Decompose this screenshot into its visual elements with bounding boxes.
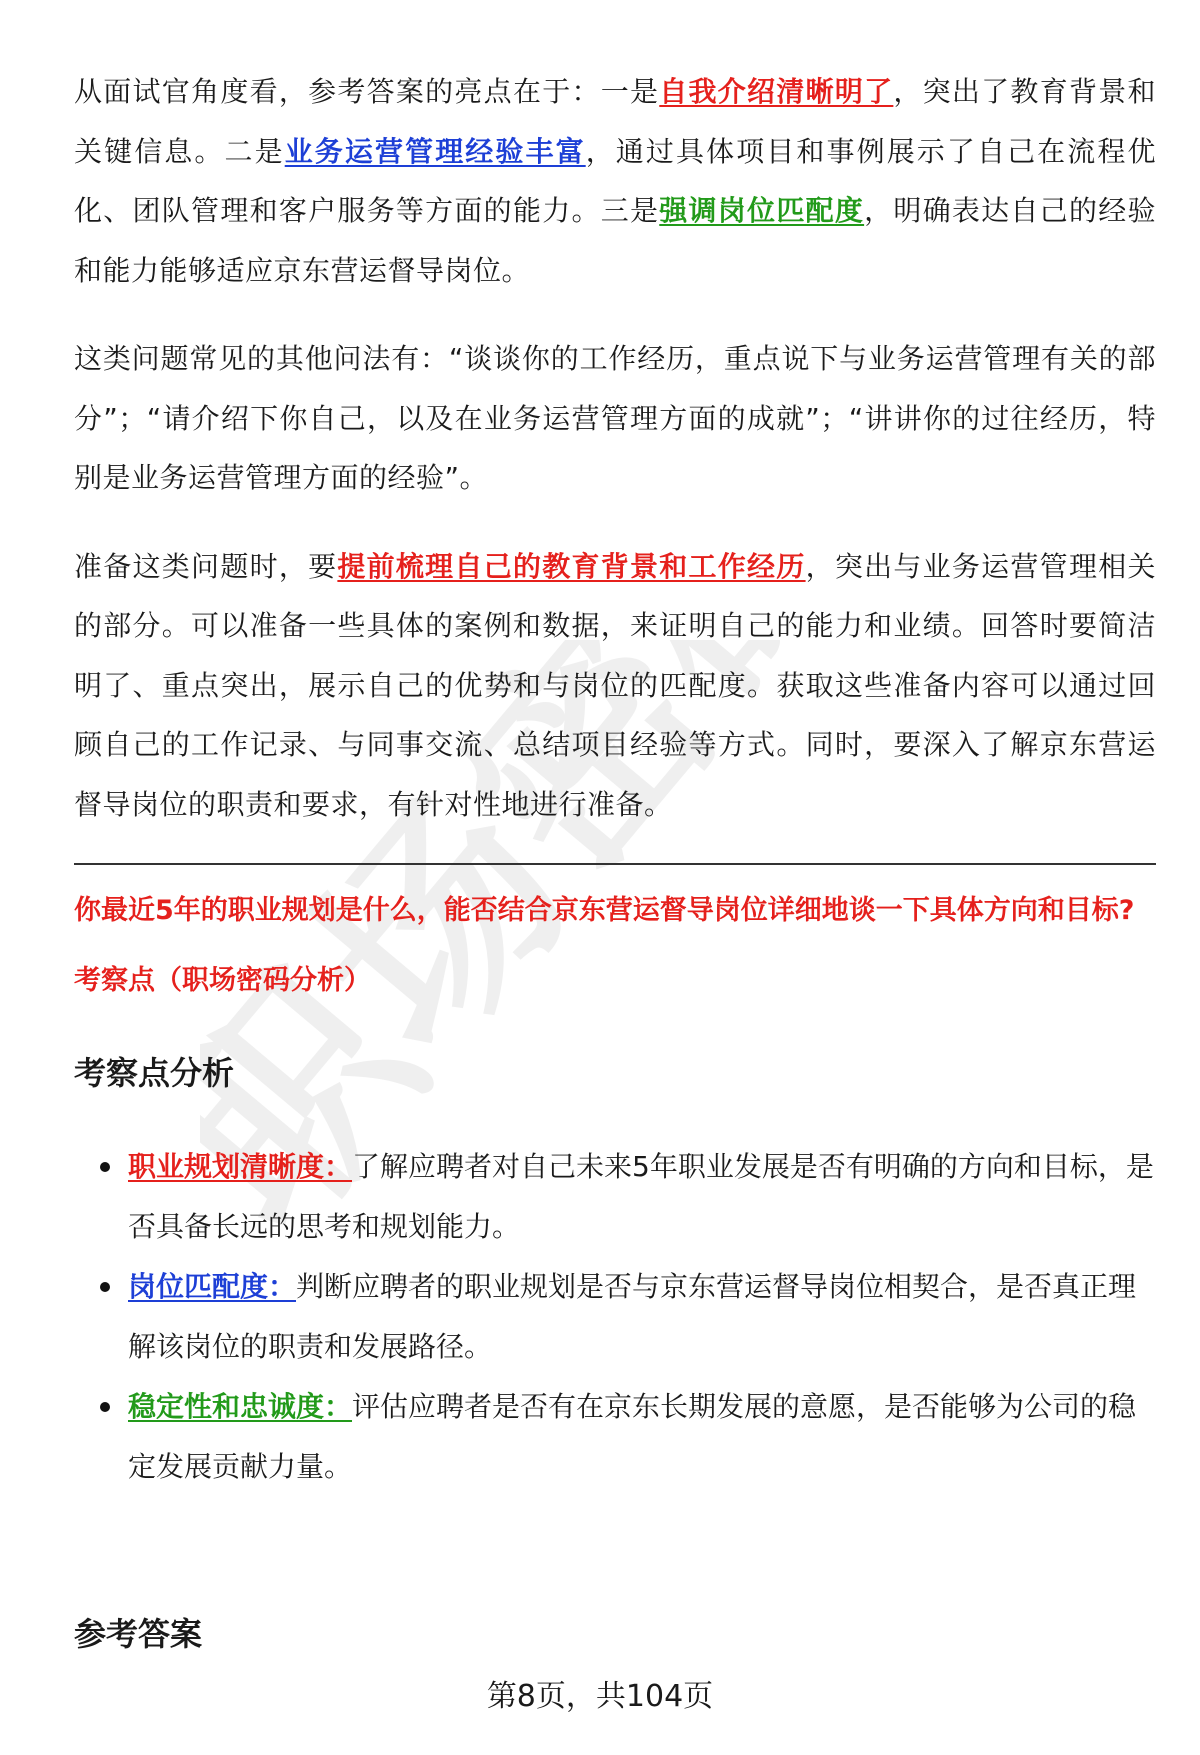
point-text: 了解应聘者对自己未来5年职业发展是否有明确的方向和目标，是否具备长远的思考和规划能力。 xyxy=(128,1150,1154,1243)
paragraph-preparation xyxy=(74,537,1156,835)
text: ，突出了教育背景和关键信息。二是 xyxy=(74,75,1156,168)
point-label: 岗位匹配度： xyxy=(128,1270,297,1303)
divider xyxy=(74,863,1156,865)
highlight-preparation: 提前梳理自己的教育背景和工作经历 xyxy=(337,549,806,583)
bullet-icon xyxy=(100,1282,110,1292)
analysis-point-list xyxy=(74,1137,1156,1497)
list-item xyxy=(74,1377,1156,1497)
page-number: 第8页，共104页 xyxy=(486,1679,714,1714)
point-text: 评估应聘者是否有在京东长期发展的意愿，是否能够为公司的稳定发展贡献力量。 xyxy=(128,1390,1137,1483)
interview-question: 你最近5年的职业规划是什么，能否结合京东营运督导岗位详细地谈一下具体方向和目标? xyxy=(74,895,1135,926)
text: ，通过具体项目和事例展示了自己在流程优化、团队管理和客户服务等方面的能力。三是 xyxy=(74,134,1156,227)
text: ，明确表达自己的经验和能力能够适应京东营运督导岗位。 xyxy=(74,194,1156,287)
list-item xyxy=(74,1257,1156,1377)
highlight-fit: 强调岗位匹配度 xyxy=(659,194,865,227)
bullet-icon xyxy=(100,1162,110,1172)
text: ，突出与业务运营管理相关的部分。可以准备一些具体的案例和数据，来证明自己的能力和业绩。回答时要简洁明了、重点突出，展示自己的优势和与岗位的匹配度。获取这些准备内容可以通过回顾自己的工作记录、与同事交流、总结项目经验等方式。同时，要深入了解京东营运督导岗位的职责和要求，有针对性地进行准备。 xyxy=(74,549,1156,821)
point-label: 职业规划清晰度： xyxy=(128,1150,353,1183)
point-text: 判断应聘者的职业规划是否与京东营运督导岗位相契合，是否真正理解该岗位的职责和发展路径。 xyxy=(128,1270,1137,1363)
text: 准备这类问题时，要 xyxy=(74,549,338,583)
section-title: 考察点分析 xyxy=(74,1054,235,1092)
highlight-self-intro: 自我介绍清晰明了 xyxy=(659,75,894,108)
highlight-experience: 业务运营管理经验丰富 xyxy=(284,134,586,168)
point-label: 稳定性和忠诚度： xyxy=(128,1390,353,1423)
answer-title: 参考答案 xyxy=(74,1615,203,1653)
text: 从面试官角度看，参考答案的亮点在于：一是 xyxy=(74,75,660,108)
paragraph-highlights xyxy=(74,62,1156,300)
watermark-text: 职场密码 xyxy=(200,640,914,1276)
paragraph-alt-questions: 这类问题常见的其他问法有：“谈谈你的工作经历，重点说下与业务运营管理有关的部分”；“请介绍下你自己，以及在业务运营管理方面的成就”；“讲讲你的过往经历，特别是业务运营管理方面的经验”。 xyxy=(74,342,1156,494)
list-item xyxy=(74,1137,1156,1257)
bullet-icon xyxy=(100,1402,110,1412)
analysis-subheading: 考察点（职场密码分析） xyxy=(74,965,371,996)
document-body xyxy=(74,62,1156,1497)
